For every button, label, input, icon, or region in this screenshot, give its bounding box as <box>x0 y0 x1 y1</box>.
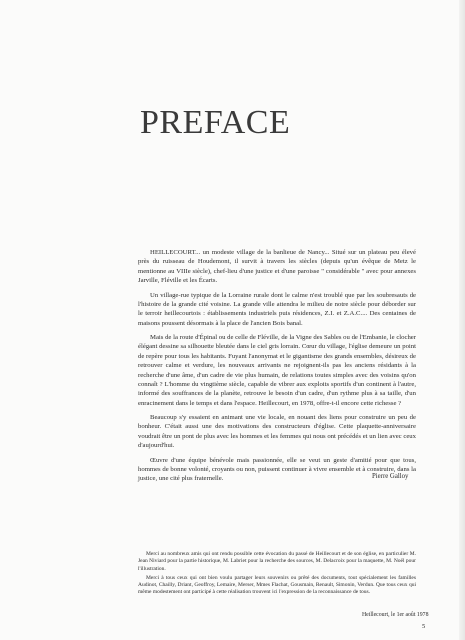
paragraph-4: Beaucoup s'y essaient en animant une vie locale, en nouant des liens pour construire un peu de bonheur. C'était aussi une des motivations des constructeurs d'église. Cette plaquette-anniversaire voudrait être un pont de plus avec les hommes et les femmes qui nous ont précédés et un lien avec ceux d'aujourd'hui. <box>138 414 416 450</box>
page-number: 5 <box>422 623 426 630</box>
paragraph-5: Œuvre d'une équipe bénévole mais passionnée, elle se veut un geste d'amitié pour que tous, hommes de bonne volonté, croyants ou non, puissent continuer à vivre ensemble et à construire, dans la justice, une cité plus fraternelle. <box>138 456 416 483</box>
place-date: Heillecourt, le 1er août 1978 <box>362 612 429 618</box>
page-title: PREFACE <box>140 104 291 141</box>
paragraph-1: HEILLECOURT... un modeste village de la banlieue de Nancy... Situé sur un plateau peu élevé près du ruisseau de Houdemont, il survit à travers les siècles (depuis qu'un évêque de Metz le mentionne au VIIIe siècle), chef-lieu d'une justice et d'une paroisse " considérable " avec pour annexes Jarville, Fléville et les Écarts. <box>138 249 416 285</box>
author-signature: Pierre Galloy <box>372 473 409 480</box>
paragraph-2: Un village-rue typique de la Lorraine rurale dont le calme n'est troublé que par les soubresauts de l'histoire de la grande cité voisine. La grande ville attendra le milieu de notre siècle pour déborder sur le terroir heillecourtois : établissements industriels puis résidences, Z.I. et Z.A.C.... Des centaines de maisons poussent désormais à la place de l'ancien Bois banal. <box>138 291 416 327</box>
acknowledgement-2: Merci à tous ceux qui ont bien voulu partager leurs souvenirs ou prêté des documents, tout spécialement les familles Audinot, Chailly, Driant, Geoffroy, Lemaire, Merser, Mmes Flachat, Gousmain, Renault, Simonin, Verdun. Que tous ceux qui même modestement ont participé à cette réalisation trouvent ici l'expression de la reconnaissance de tous. <box>138 574 416 596</box>
acknowledgements <box>138 551 416 599</box>
preface-body <box>138 248 416 489</box>
page-fold-shadow <box>459 0 465 640</box>
paragraph-3: Mais de la route d'Épinal ou de celle de Fléville, de la Vigne des Sables ou de l'Embanie, le clocher élégant dessine sa silhouette bleutée dans le ciel gris lorrain. Cœur du village, l'église demeure un point de repère pour tous les habitants. Fuyant l'anonymat et le gigantisme des grands ensembles, désireux de retrouver calme et verdure, les nouveaux arrivants ne rejoignent-ils pas les anciens résidants à la recherche d'une âme, d'un cadre de vie plus humain, de relations toutes simples avec des voisins qu'on connaît ? L'homme du vingtième siècle, capable de vibrer aux exploits sportifs d'un continent à l'autre, informé des souffrances de la planète, retrouve le besoin d'un cadre, d'un rythme plus à sa taille, d'un enracinement dans le temps et dans l'espace. Heillecourt, en 1978, offre-t-il encore cette richesse ? <box>138 334 416 407</box>
acknowledgement-1: Merci au nombreux amis qui ont rendu possible cette évocation du passé de Heillecourt et de son église, en particulier M. Jean Niviard pour la partie historique, M. Labriet pour la recherche des sources, M. Delacroix pour la maquette, M. Noël pour l'illustration. <box>138 551 416 572</box>
